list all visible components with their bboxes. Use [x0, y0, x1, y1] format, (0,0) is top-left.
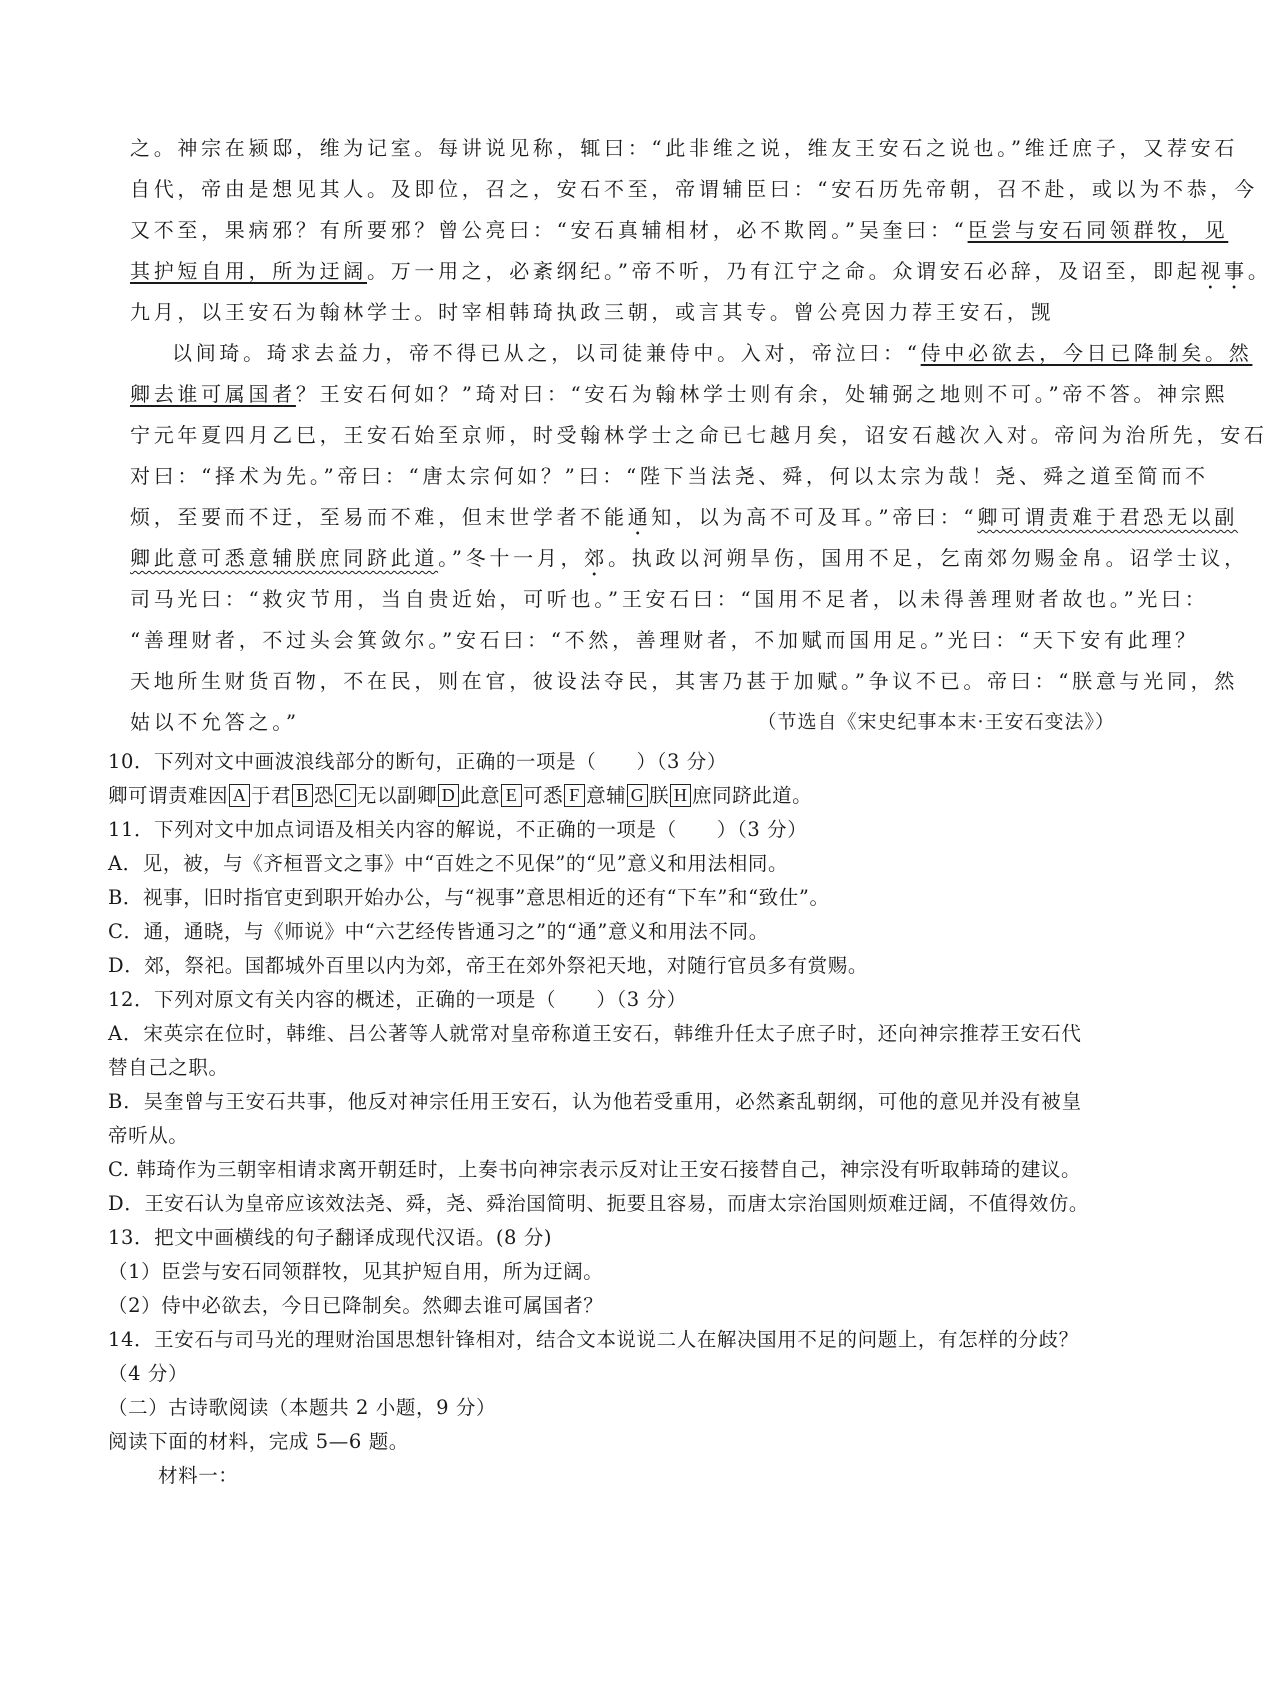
passage-line — [130, 497, 1239, 538]
dotted-word-jiao: 郊 — [584, 546, 608, 570]
passage-line — [130, 292, 1115, 333]
passage-text: 天地所生财货百物，不在民，则在官，彼设法夺民，其害乃甚于加赋。”争议不已。帝曰：“朕意与光同，然 — [130, 669, 1239, 693]
passage-text: 知，以为高不可及耳。”帝曰：“ — [651, 505, 978, 529]
question-14-stem: 14．王安石与司马光的理财治国思想针锋相对，结合文本说说二人在解决国用不足的问题上，有怎样的分歧？ — [108, 1328, 1079, 1351]
passage-text: 又不至，果病邪？有所要邪？曾公亮曰：“安石真辅相材，必不欺罔。”吴奎曰：“ — [130, 218, 968, 242]
passage-text: 宁元年夏四月乙巳，王安石始至京师，时受翰林学士之命已七越月矣，诏安石越次入对。帝问为治所先，安石 — [130, 423, 1268, 447]
passage-line — [130, 456, 1209, 497]
question-12-option-a[interactable]: A．宋英宗在位时，韩维、吕公著等人就常对皇帝称道王安石，韩维升任太子庶子时，还向神宗推荐王安石代 — [108, 1022, 1082, 1045]
sentence-segment: 庶同跻此道。 — [692, 784, 813, 807]
question-11-option-c[interactable]: C．通，通晓，与《师说》中“六艺经传皆通习之”的“通”意义和用法不同。 — [108, 920, 769, 943]
break-marker-e[interactable]: E — [501, 784, 522, 807]
passage-text: 。执政以河朔旱伤，国用不足，乞南郊勿赐金帛。诏学士议， — [607, 546, 1248, 570]
break-marker-h[interactable]: H — [670, 784, 691, 807]
passage-text: 自代，帝由是想见其人。及即位，召之，安石不至，帝谓辅臣曰：“安石历先帝朝，召不赴，或以为不恭，今 — [130, 177, 1258, 201]
question-13-item-1: （1）臣尝与安石同领群牧，见其护短自用，所为迂阔。 — [108, 1260, 604, 1283]
break-marker-a[interactable]: A — [229, 784, 250, 807]
section-2-instruction: 阅读下面的材料，完成 5—6 题。 — [108, 1430, 409, 1453]
passage-text: 以间琦。琦求去益力，帝不得已从之，以司徒兼侍中。入对，帝泣曰：“ — [172, 341, 921, 365]
dotted-word-shi: 视 — [1200, 259, 1225, 283]
question-13-stem: 13．把文中画横线的句子翻译成现代汉语。(8 分) — [108, 1226, 553, 1249]
question-11-option-a[interactable]: A．见，被，与《齐桓晋文之事》中“百姓之不见保”的“见”意义和用法相同。 — [108, 852, 789, 875]
passage-line — [130, 661, 1239, 702]
passage-text: 。万一用之，必紊纲纪。”帝不听，乃有江宁之命。众谓安石必辞，及诏至，即起 — [367, 259, 1201, 283]
underlined-sentence-1-cont: 其护短自用，所为迂阔 — [130, 259, 367, 283]
sentence-segment: 无以副卿 — [357, 784, 438, 807]
break-marker-c[interactable]: C — [335, 784, 356, 807]
break-marker-g[interactable]: G — [627, 784, 648, 807]
question-12-option-b-cont[interactable]: 帝听从。 — [108, 1124, 189, 1147]
classical-passage — [130, 128, 1272, 743]
passage-text: 司马光曰：“救灾节用，当自贵近始，可听也。”王安石曰：“国用不足者，以未得善理财者故也。”光曰： — [130, 587, 1209, 611]
wavy-underlined-sentence-cont: 卿此意可悉意辅朕庶同跻此道 — [130, 546, 439, 570]
question-12-option-d[interactable]: D．王安石认为皇帝应该效法尧、舜，尧、舜治国简明、扼要且容易，而唐太宗治国则烦难迂阔，不值得效仿。 — [108, 1192, 1090, 1215]
questions-section — [108, 745, 1118, 1493]
sentence-segment: 朕 — [649, 784, 670, 807]
passage-text: 九月，以王安石为翰林学士。时宰相韩琦执政三朝，或言其专。曾公亮因力荐王安石，觊 — [130, 300, 1055, 324]
passage-text: 烦，至要而不迂，至易而不难，但末世学者不能 — [130, 505, 628, 529]
passage-text: ？王安石何如？”琦对曰：“安石为翰林学士则有余，处辅弼之地则不可。”帝不答。神宗熙 — [295, 382, 1229, 406]
break-marker-f[interactable]: F — [564, 784, 585, 807]
question-11-option-d[interactable]: D．郊，祭祀。国都城外百里以内为郊，帝王在郊外祭祀天地，对随行官员多有赏赐。 — [108, 954, 868, 977]
question-12-stem: 12．下列对原文有关内容的概述，正确的一项是（ ）（3 分） — [108, 988, 687, 1011]
wavy-underlined-sentence: 卿可谓责难于君恐无以副 — [977, 505, 1239, 529]
passage-text: 姑以不允答之。” — [130, 710, 300, 734]
question-12-option-a-cont[interactable]: 替自己之职。 — [108, 1056, 229, 1079]
passage-source: （节选自《宋史纪事本末·王安石变法》） — [757, 711, 1115, 733]
material-1-label: 材料一： — [158, 1464, 239, 1487]
passage-line — [130, 333, 1253, 374]
sentence-segment: 恐 — [314, 784, 335, 807]
underlined-sentence-2-cont: 卿去谁可属国者 — [130, 382, 296, 406]
question-11-stem: 11．下列对文中加点词语及相关内容的解说，不正确的一项是（ ）（3 分） — [108, 818, 808, 841]
dotted-word-tong: 通 — [627, 505, 652, 529]
question-10-stem: 10．下列对文中画波浪线部分的断句，正确的一项是（ ）（3 分） — [108, 750, 727, 773]
passage-line — [130, 620, 1199, 661]
passage-line — [130, 251, 1272, 292]
passage-line — [130, 169, 1258, 210]
passage-line — [130, 579, 1209, 620]
underlined-sentence-2: 侍中必欲去，今日已降制矣。然 — [920, 341, 1253, 365]
passage-line — [130, 538, 1248, 579]
question-13-item-2: （2）侍中必欲去，今日已降制矣。然卿去谁可属国者？ — [108, 1294, 604, 1317]
sentence-segment: 意辅 — [586, 784, 627, 807]
passage-text: 对曰：“择术为先。”帝曰：“唐太宗何如？”曰：“陛下当法尧、舜，何以太宗为哉！尧、舜之道至简而不 — [130, 464, 1209, 488]
break-marker-d[interactable]: D — [438, 784, 459, 807]
sentence-segment: 此意 — [460, 784, 501, 807]
passage-text: 之。神宗在颍邸，维为记室。每讲说见称，辄曰：“此非维之说，维友王安石之说也。”维迁庶子，又荐安石 — [130, 136, 1239, 160]
passage-line — [130, 128, 1239, 169]
section-2-title: （二）古诗歌阅读（本题共 2 小题，9 分） — [108, 1396, 497, 1419]
question-12-option-b[interactable]: B．吴奎曾与王安石共事，他反对神宗任用王安石，认为他若受重用，必然紊乱朝纲，可他的意见并没有被皇 — [108, 1090, 1083, 1113]
question-14-score: （4 分） — [108, 1362, 189, 1385]
sentence-segment: 于君 — [251, 784, 292, 807]
passage-line — [130, 210, 1229, 251]
passage-text: “善理财者，不过头会箕敛尔。”安石曰：“不然，善理财者，不加赋而国用足。”光曰：“天下安有此理？ — [130, 628, 1199, 652]
passage-text: 。”冬十一月， — [438, 546, 585, 570]
sentence-segment: 可悉 — [523, 784, 564, 807]
underlined-sentence-1: 臣尝与安石同领群牧，见 — [967, 218, 1229, 242]
sentence-segment: 卿可谓责难因 — [108, 784, 229, 807]
passage-line — [130, 374, 1229, 415]
passage-line — [130, 415, 1268, 456]
question-10-sentence — [108, 779, 1118, 813]
question-12-option-c[interactable]: C. 韩琦作为三朝宰相请求离开朝廷时，上奏书向神宗表示反对让王安石接替自己，神宗没有听取韩琦的建议。 — [108, 1158, 1082, 1181]
passage-text: 。 — [1247, 259, 1272, 283]
dotted-word-shi-2: 事 — [1224, 259, 1248, 283]
break-marker-b[interactable]: B — [292, 784, 313, 807]
question-11-option-b[interactable]: B．视事，旧时指官吏到职开始办公，与“视事”意思相近的还有“下车”和“致仕”。 — [108, 886, 830, 909]
